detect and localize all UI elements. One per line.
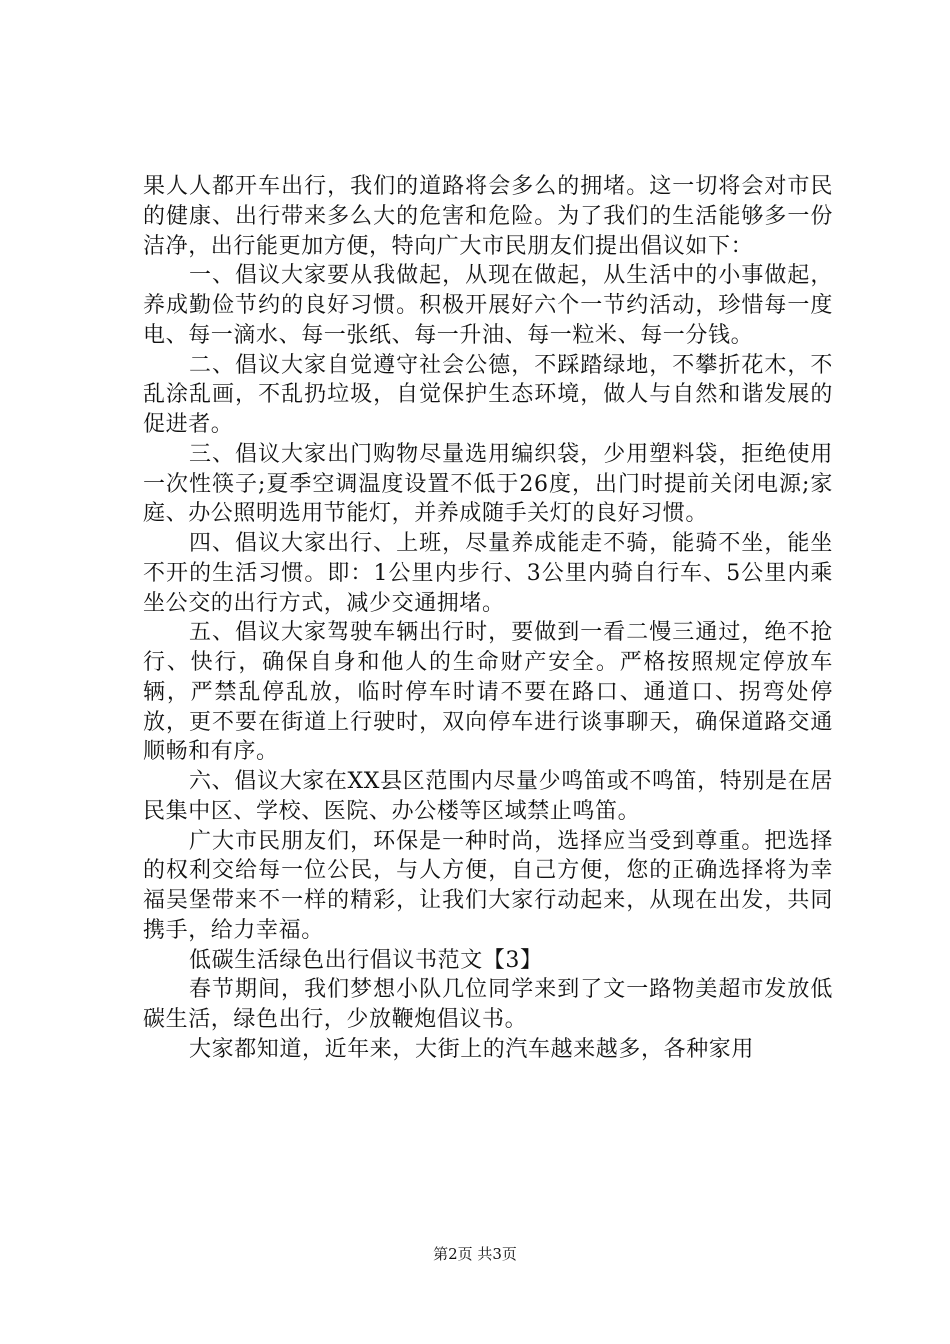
paragraph-spring-festival: 春节期间，我们梦想小队几位同学来到了文一路物美超市发放低碳生活，绿色出行，少放鞭炮倡议书。 <box>143 977 833 1032</box>
paragraph-proposal-3: 三、倡议大家出门购物尽量选用编织袋，少用塑料袋，拒绝使用一次性筷子;夏季空调温度设置不低于26度，出门时提前关闭电源;家庭、办公照明选用节能灯，并养成随手关灯的良好习惯。 <box>143 441 833 527</box>
paragraph-proposal-2: 二、倡议大家自觉遵守社会公德，不踩踏绿地，不攀折花木，不乱涂乱画，不乱扔垃圾，自觉保护生态环境，做人与自然和谐发展的促进者。 <box>143 352 833 437</box>
paragraph-proposal-4: 四、倡议大家出行、上班，尽量养成能走不骑，能骑不坐，能坐不开的生活习惯。即：1公里内步行、3公里内骑自行车、5公里内乘坐公交的出行方式，减少交通拥堵。 <box>143 531 833 616</box>
paragraph-closing: 广大市民朋友们，环保是一种时尚，选择应当受到尊重。把选择的权利交给每一位公民，与人方便，自己方便，您的正确选择将为幸福吴堡带来不一样的精彩，让我们大家行动起来，从现在出发，共同携手，给力幸福。 <box>143 828 833 943</box>
paragraph-proposal-6: 六、倡议大家在XX县区范围内尽量少鸣笛或不鸣笛，特别是在居民集中区、学校、医院、办公楼等区域禁止鸣笛。 <box>143 769 833 824</box>
page-footer <box>0 1244 950 1264</box>
document-body <box>143 172 833 1065</box>
paragraph-cars-increasing: 大家都知道，近年来，大街上的汽车越来越多，各种家用 <box>189 1036 755 1062</box>
paragraph-intro-continuation: 果人人都开车出行，我们的道路将会多么的拥堵。这一切将会对市民的健康、出行带来多么大的危害和危险。为了我们的生活能够多一份洁净，出行能更加方便，特向广大市民朋友们提出倡议如下： <box>143 174 833 259</box>
paragraph-proposal-5: 五、倡议大家驾驶车辆出行时，要做到一看二慢三通过，绝不抢行、快行，确保自身和他人的生命财产安全。严格按照规定停放车辆，严禁乱停乱放，临时停车时请不要在路口、通道口、拐弯处停放，更不要在街道上行驶时，双向停车进行谈事聊天，确保道路交通顺畅和有序。 <box>143 620 833 765</box>
section-heading: 低碳生活绿色出行倡议书范文【3】 <box>189 947 543 973</box>
page-number-label: 第2页 共3页 <box>433 1245 517 1263</box>
paragraph-proposal-1: 一、倡议大家要从我做起，从现在做起，从生活中的小事做起，养成勤俭节约的良好习惯。积极开展好六个一节约活动，珍惜每一度电、每一滴水、每一张纸、每一升油、每一粒米、每一分钱。 <box>143 263 833 348</box>
